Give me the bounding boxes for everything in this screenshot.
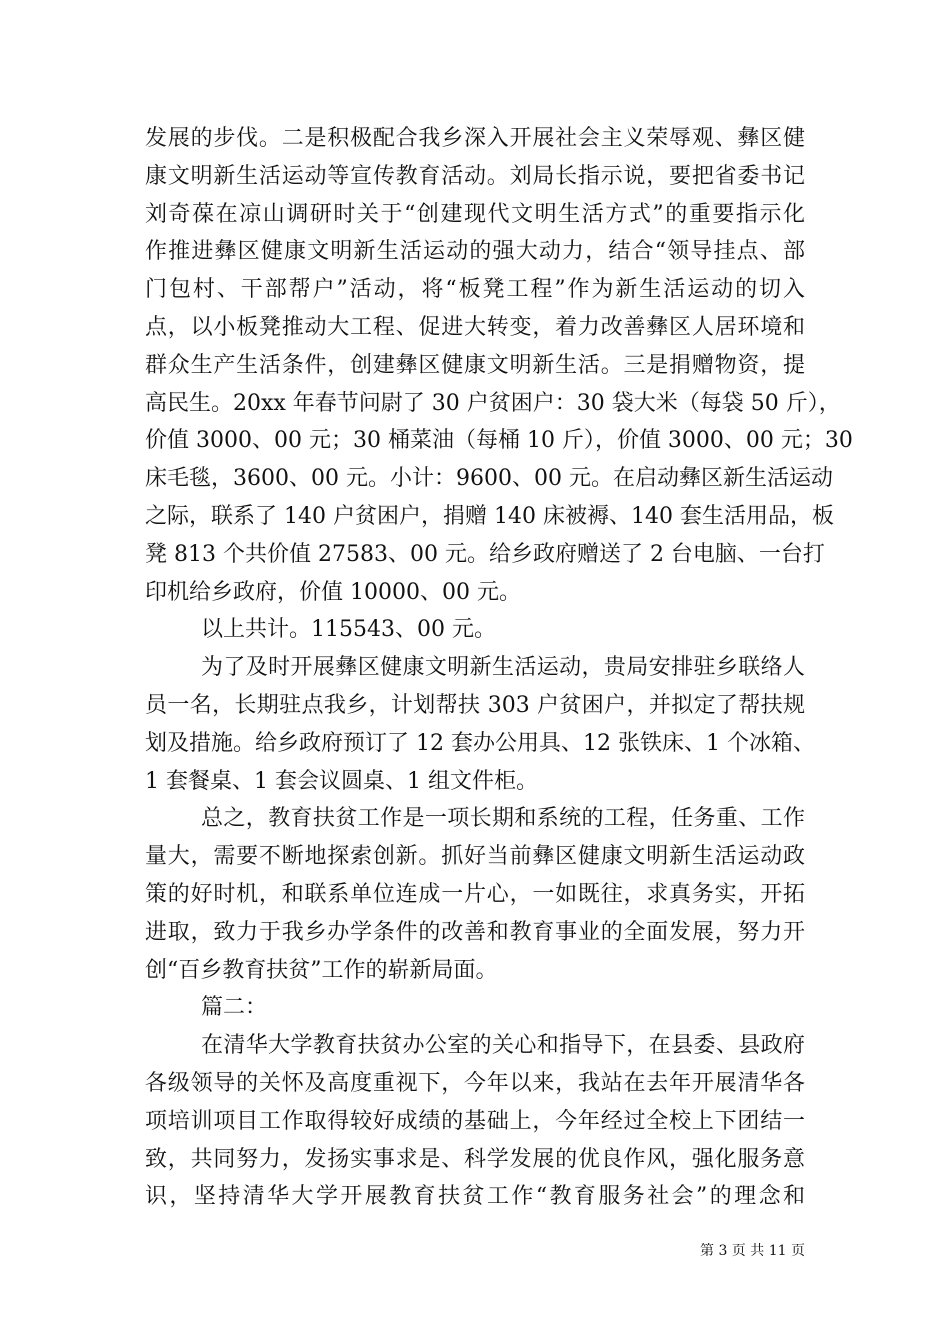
text-line: 在清华大学教育扶贫办公室的关心和指导下，在县委、县政府 (201, 1033, 805, 1059)
page-number: 第 3 页 共 11 页 (700, 1243, 805, 1259)
text-line: 发展的步伐。二是积极配合我乡深入开展社会主义荣辱观、彝区健 (145, 126, 805, 151)
text-line: 作推进彝区健康文明新生活运动的强大动力，结合“领导挂点、部 (145, 239, 805, 265)
text-line: 刘奇葆在凉山调研时关于“创建现代文明生活方式”的重要指示化 (145, 201, 805, 227)
text-line: 之际，联系了 140 户贫困户，捐赠 140 床被褥、140 套生活用品，板 (145, 503, 834, 529)
text-line: 创“百乡教育扶贫”工作的崭新局面。 (145, 957, 498, 983)
text-line: 凳 813 个共价值 27583、00 元。给乡政府赠送了 2 台电脑、一台打 (145, 541, 825, 567)
text-line: 进取，致力于我乡办学条件的改善和教育事业的全面发展，努力开 (145, 919, 805, 945)
text-line: 项培训项目工作取得较好成绩的基础上，今年经过全校上下团结一 (145, 1108, 805, 1134)
text-line: 篇二： (201, 995, 268, 1021)
text-line: 策的好时机，和联系单位连成一片心，一如既往，求真务实，开拓 (145, 881, 805, 907)
text-line: 识，坚持清华大学开展教育扶贫工作“教育服务社会”的理念和 (145, 1184, 805, 1210)
text-line: 量大，需要不断地探索创新。抓好当前彝区健康文明新生活运动政 (145, 844, 805, 870)
text-line: 康文明新生活运动等宣传教育活动。刘局长指示说，要把省委书记 (145, 163, 805, 189)
text-line: 价值 3000、00 元；30 桶菜油（每桶 10 斤），价值 3000、00 元；30 (145, 428, 853, 454)
text-line: 以上共计。115543、00 元。 (201, 617, 496, 643)
text-line: 点，以小板凳推动大工程、促进大转变，着力改善彝区人居环境和 (145, 314, 805, 340)
text-line: 为了及时开展彝区健康文明新生活运动，贵局安排驻乡联络人 (201, 655, 805, 681)
text-line: 门包村、干部帮户”活动，将“板凳工程”作为新生活运动的切入 (145, 277, 805, 303)
document-body (145, 120, 853, 1216)
text-line: 印机给乡政府，价值 10000、00 元。 (145, 579, 521, 605)
text-line: 群众生产生活条件，创建彝区健康文明新生活。三是捐赠物资，提 (145, 352, 805, 378)
text-line: 高民生。20xx 年春节问尉了 30 户贫困户：30 袋大米（每袋 50 斤）， (145, 390, 841, 416)
text-line: 床毛毯，3600、00 元。小计：9600、00 元。在启动彝区新生活运动 (145, 466, 833, 492)
text-line: 划及措施。给乡政府预订了 12 套办公用具、12 张铁床、1 个冰箱、 (145, 730, 815, 756)
text-line: 1 套餐桌、1 套会议圆桌、1 组文件柜。 (145, 768, 538, 794)
text-line: 员一名，长期驻点我乡，计划帮扶 303 户贫困户，并拟定了帮扶规 (145, 692, 805, 718)
text-line: 致，共同努力，发扬实事求是、科学发展的优良作风，强化服务意 (145, 1146, 805, 1172)
text-line: 总之，教育扶贫工作是一项长期和系统的工程，任务重、工作 (201, 806, 805, 832)
text-line: 各级领导的关怀及高度重视下，今年以来，我站在去年开展清华各 (145, 1070, 805, 1096)
